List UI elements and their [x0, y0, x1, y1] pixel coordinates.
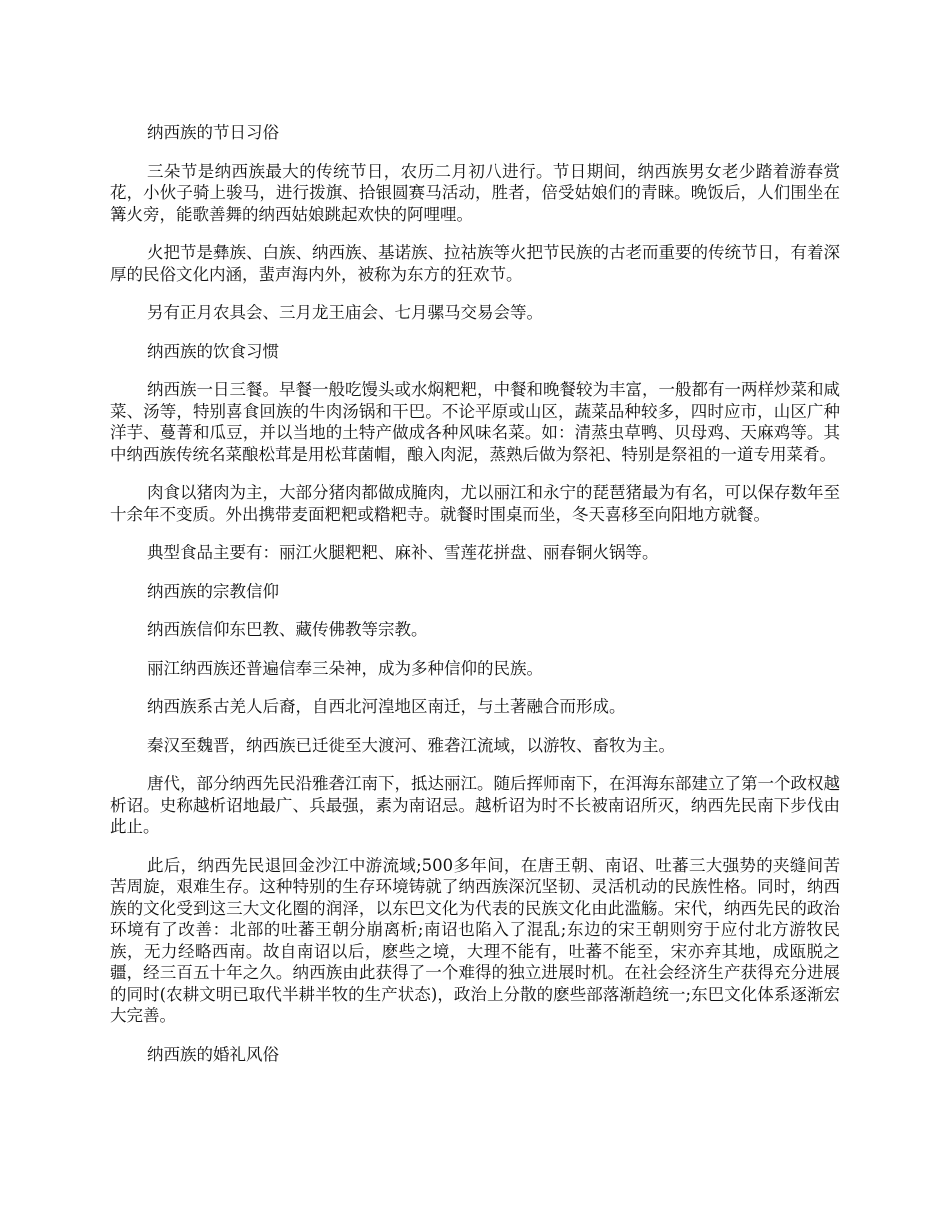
section-heading-diet: 纳西族的饮食习惯 [147, 341, 279, 361]
paragraph-religion: 纳西族信仰东巴教、藏传佛教等宗教。 [147, 620, 428, 639]
section-heading-festivals: 纳西族的节日习俗 [147, 123, 279, 142]
section-heading-wedding: 纳西族的婚礼风俗 [147, 1044, 279, 1064]
section-heading-religion: 纳西族的宗教信仰 [147, 581, 279, 601]
paragraph-sanduo-festival: 三朵节是纳西族最大的传统节日，农历二月初八进行。节日期间，纳西族男女老少踏着游春赏花，小伙子骑上骏马，进行拨旗、拾银圆赛马活动，胜者，倍受姑娘们的青睐。晚饭后，人们围坐在篝火旁，能歌善舞的纳西姑娘跳起欢快的阿哩哩。 [110, 161, 840, 224]
paragraph-other-fairs: 另有正月农具会、三月龙王庙会、七月骡马交易会等。 [147, 303, 543, 322]
paragraph-torch-festival: 火把节是彝族、白族、纳西族、基诺族、拉祜族等火把节民族的古老而重要的传统节日，有着深厚的民俗文化内涵，蜚声海内外，被称为东方的狂欢节。 [110, 243, 840, 284]
paragraph-history: 此后，纳西先民退回金沙江中游流域;500多年间，在唐王朝、南诏、吐蕃三大强势的夹缝间苦苦周旋，艰难生存。这种特别的生存环境铸就了纳西族深沉坚韧、灵活机动的民族性格。同时，纳西族的文化受到这三大文化圈的润泽，以东巴文化为代表的民族文化由此滥觞。宋代，纳西先民的政治环境有了改善：北部的吐蕃王朝分崩离析;南诏也陷入了混乱;东边的宋王朝则穷于应付北方游牧民族，无力经略西南。故自南诏以后，麽些之境，大理不能有，吐蕃不能至，宋亦弃其地，成瓯脱之疆，经三百五十年之久。纳西族由此获得了一个难得的独立进展时机。在社会经济生产获得充分进展的同时(农耕文明已取代半耕半牧的生产状态)，政治上分散的麽些部落渐趋统一;东巴文化体系逐渐宏大完善。 [110, 855, 840, 1025]
paragraph-qin-han: 秦汉至魏晋，纳西族已迁徙至大渡河、雅砻江流域，以游牧、畜牧为主。 [147, 735, 675, 755]
paragraph-daily-meals: 纳西族一日三餐。早餐一般吃馒头或水焖粑粑，中餐和晚餐较为丰富，一般都有一两样炒菜和咸菜、汤等，特别喜食回族的牛肉汤锅和干巴。不论平原或山区，蔬菜品种较多，四时应市，山区广种洋芋、蔓菁和瓜豆，并以当地的土特产做成各种风味名菜。如：清蒸虫草鸭、贝母鸡、天麻鸡等。其中纳西族传统名菜酿松茸是用松茸菌帽，酿入肉泥，蒸熟后做为祭祀、特别是祭祖的一道专用菜肴。 [110, 380, 840, 464]
paragraph-origin: 纳西族系古羌人后裔，自西北河湟地区南迁，与土著融合而形成。 [147, 697, 626, 716]
paragraph-tang-dynasty: 唐代，部分纳西先民沿雅砻江南下，抵达丽江。随后挥师南下，在洱海东部建立了第一个政权越析诏。史称越析诏地最广、兵最强，素为南诏忌。越析诏为时不长被南诏所灭，纳西先民南下步伐由此止。 [110, 774, 840, 836]
document-page [110, 122, 840, 1082]
paragraph-meat: 肉食以猪肉为主，大部分猪肉都做成腌肉，尤以丽江和永宁的琵琶猪最为有名，可以保存数年至十余年不变质。外出携带麦面粑粑或糌粑寺。就餐时围桌而坐，冬天喜移至向阳地方就餐。 [110, 483, 840, 524]
paragraph-sanduo-god: 丽江纳西族还普遍信奉三朵神，成为多种信仰的民族。 [147, 658, 543, 678]
paragraph-typical-foods: 典型食品主要有：丽江火腿粑粑、麻补、雪莲花拼盘、丽春铜火锅等。 [147, 543, 659, 562]
